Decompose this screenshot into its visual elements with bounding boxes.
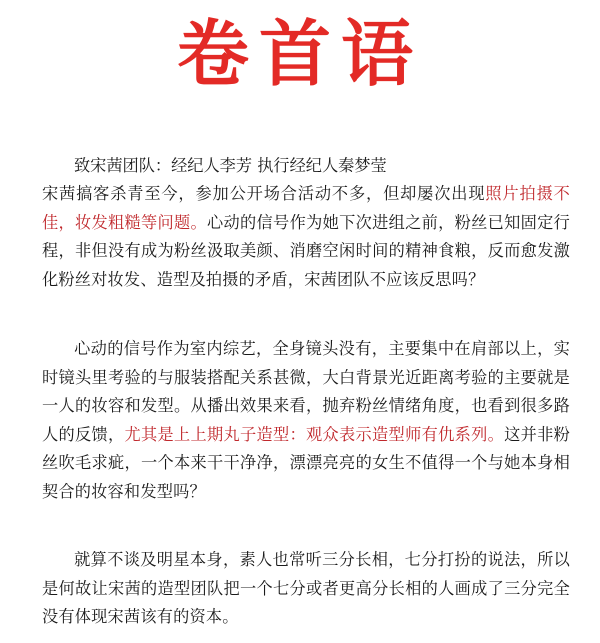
- paragraph-1-text-a: 宋茜搞客杀青至今，参加公开场合活动不多，但却屡次出现: [42, 184, 486, 203]
- paragraph-1-text-b: 心动的信号作为她下次进组之前，粉丝已知固定行程，非但没有成为粉丝汲取美颜、消磨空闲时间的精神食粮，反而愈发激化粉丝对妆发、造型及拍摄的矛盾，宋茜团队不应该反思吗？: [42, 212, 571, 289]
- paragraph-2: [42, 335, 570, 506]
- paragraph-1: [42, 180, 570, 294]
- paragraph-3-text: 就算不谈及明星本身，素人也常听三分长相，七分打扮的说法，所以是何故让宋茜的造型团队把一个七分或者更高分长相的人画成了三分完全没有体现宋茜该有的资本。: [42, 550, 570, 626]
- paragraph-2-highlight: 尤其是上上期丸子造型：观众表示造型师有仇系列。: [124, 424, 505, 444]
- paragraph-2-text-b: 这并非粉丝吹毛求疵，一个本来干干净净，漂漂亮亮的女生不值得一个与她本身相契合的妆容和发型吗？: [42, 424, 570, 501]
- paragraph-1-highlight: 照片拍摄不佳，妆发粗糙等问题。: [42, 184, 571, 232]
- paragraph-3: [42, 546, 570, 632]
- paragraph-2-text-a: 心动的信号作为室内综艺，全身镜头没有，主要集中在肩部以上，实时镜头里考验的与服装搭配关系甚微，大白背景光近距离考验的主要就是一人的妆容和发型。从播出效果来看，抛弃粉丝情绪角度，也看到很多路人的反馈，: [42, 339, 570, 444]
- letter-salutation: 致宋茜团队：经纪人李芳 执行经纪人秦梦莹: [74, 156, 387, 175]
- page-title: 卷首语: [176, 12, 423, 96]
